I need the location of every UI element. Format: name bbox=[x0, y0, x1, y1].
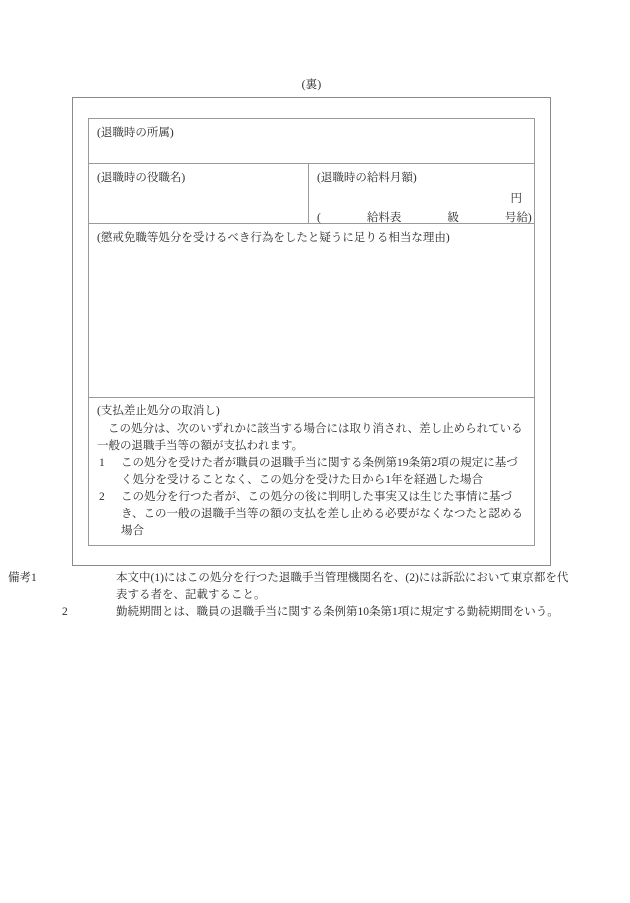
label-monthly-salary: (退職時の給料月額) bbox=[317, 172, 417, 184]
cancellation-item-1-number: 1 bbox=[99, 457, 105, 469]
label-reason: (懲戒免職等処分を受けるべき行為をしたと疑うに足りる相当な理由) bbox=[97, 232, 450, 244]
cancellation-item-1 bbox=[97, 455, 524, 489]
cancellation-heading: (支払差止処分の取消し) bbox=[97, 405, 220, 417]
cancellation-item-2 bbox=[97, 489, 524, 540]
cancellation-block bbox=[89, 398, 534, 540]
cancellation-lead-text: この処分は、次のいずれかに該当する場合には取り消され、差し止められている一般の退職手当等の額が支払われます。 bbox=[97, 423, 523, 452]
table-row-cancellation bbox=[89, 398, 534, 545]
cell-reason[interactable] bbox=[89, 224, 534, 397]
cancellation-item-2-number: 2 bbox=[99, 491, 105, 503]
cell-position-title[interactable] bbox=[89, 164, 309, 223]
remark-item-1-tag: 備考1 bbox=[8, 572, 37, 584]
label-currency-unit: 円 bbox=[510, 193, 522, 205]
sheet-side-label: (裏) bbox=[301, 79, 322, 91]
remark-item-2-text: 勤続期間とは、職員の退職手当に関する条例第10条第1項に規定する勤続期間をいう。 bbox=[116, 606, 559, 618]
remark-item-1-text: 本文中(1)にはこの処分を行つた退職手当管理機関名を、(2)には訴訟において東京都を代表する者を、記載すること。 bbox=[116, 572, 569, 601]
cancellation-item-2-text: この処分を行つた者が、この処分の後に判明した事実又は生じた事情に基づき、この一般の退職手当等の額の支払を差し止める必要がなくなつたと認める場合 bbox=[121, 491, 524, 537]
remark-item-2 bbox=[62, 604, 572, 621]
remark-item-2-tag: 2 bbox=[62, 606, 68, 618]
cell-monthly-salary[interactable] bbox=[309, 164, 534, 223]
form-table bbox=[88, 118, 535, 546]
label-affiliation: (退職時の所属) bbox=[97, 127, 174, 139]
table-row-affiliation bbox=[89, 119, 534, 164]
cell-affiliation[interactable] bbox=[89, 119, 534, 163]
remark-item-1 bbox=[8, 570, 572, 604]
label-position-title: (退職時の役職名) bbox=[97, 172, 186, 184]
table-row-reason bbox=[89, 224, 534, 398]
cancellation-item-1-text: この処分を受けた者が職員の退職手当に関する条例第19条第2項の規定に基づく処分を受けることなく、この処分を受けた日から1年を経過した場合 bbox=[121, 457, 518, 486]
label-salary-grade-line: ( 給料表 級 号給) bbox=[317, 212, 532, 224]
remarks-section bbox=[8, 570, 572, 621]
table-row-position-salary bbox=[89, 164, 534, 224]
